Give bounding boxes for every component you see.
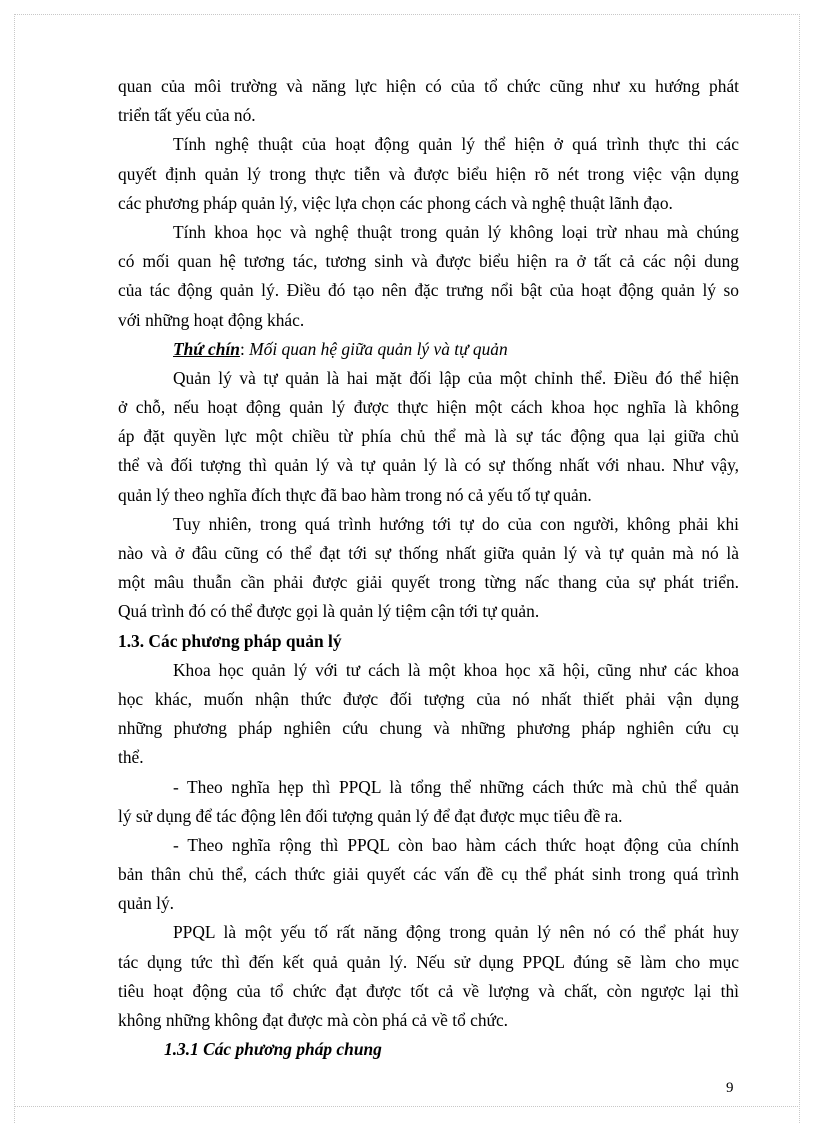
- text-line: các phương pháp quản lý, việc lựa chọn các phong cách và nghệ thuật lãnh đạo.: [118, 192, 673, 213]
- page-number: 9: [726, 1080, 734, 1096]
- text-line: thể và đối tượng thì quản lý và tự quản lý là có sự thống nhất với nhau. Như vậy,: [118, 455, 739, 476]
- text-line: - Theo nghĩa hẹp thì PPQL là tổng thể những cách thức mà chủ thể quản: [173, 776, 739, 797]
- text-line: học khác, muốn nhận thức được đối tượng của nó nhất thiết phải vận dụng: [118, 688, 739, 709]
- text-line: Quá trình đó có thể được gọi là quản lý tiệm cận tới tự quản.: [118, 601, 540, 622]
- section-heading-1-3: 1.3. Các phương pháp quản lý: [118, 630, 342, 651]
- text-line: áp đặt quyền lực một chiều từ phía chủ thể mà là sự tác động qua lại giữa chủ: [118, 426, 739, 447]
- document-body: [118, 72, 739, 1064]
- paragraph: [118, 773, 739, 831]
- paragraph: [118, 130, 739, 218]
- text-line: của tác động quản lý. Điều đó tạo nên đặc trưng nổi bật của hoạt động quản lý so: [118, 280, 739, 301]
- text-line: Tính khoa học và nghệ thuật trong quản lý không loại trừ nhau mà chúng: [173, 221, 739, 242]
- text-line: quan của môi trường và năng lực hiện có của tổ chức cũng như xu hướng phát: [118, 76, 739, 96]
- text-line: nào và ở đâu cũng có thể đạt tới sự thống nhất giữa quản lý và tự quản mà nó là: [118, 543, 739, 563]
- text-line: quản lý theo nghĩa đích thực đã bao hàm trong nó cả yếu tố tự quản.: [118, 484, 592, 505]
- ninth-point-label: Thứ chín: [173, 338, 240, 359]
- text-line: tác dụng tức thì đến kết quả quản lý. Nếu sử dụng PPQL đúng sẽ làm cho mục: [118, 951, 739, 972]
- text-line: - Theo nghĩa rộng thì PPQL còn bao hàm cách thức hoạt động của chính: [173, 834, 739, 855]
- text-line: Tính nghệ thuật của hoạt động quản lý thể hiện ở quá trình thực thi các: [173, 134, 739, 155]
- text-line: bản thân chủ thể, cách thức giải quyết các vấn đề cụ thể phát sinh trong quá trình: [118, 864, 739, 885]
- text-line: quản lý.: [118, 893, 175, 914]
- text-line: tiêu hoạt động của tổ chức đạt được tốt cả về lượng và chất, còn ngược lại thì: [118, 980, 739, 1001]
- ninth-point-colon: :: [239, 338, 245, 359]
- text-line: lý sử dụng để tác động lên đối tượng quản lý để đạt được mục tiêu đề ra.: [118, 805, 623, 826]
- paragraph: [118, 918, 739, 1035]
- text-line: những phương pháp nghiên cứu chung và những phương pháp nghiên cứu cụ: [118, 718, 739, 739]
- paragraph: [118, 72, 739, 130]
- text-line: ở chỗ, nếu hoạt động quản lý được thực hiện một cách khoa học nghĩa là không: [118, 397, 739, 418]
- paragraph: [118, 510, 739, 627]
- text-line: PPQL là một yếu tố rất năng động trong quản lý nên nó có thể phát huy: [173, 922, 739, 943]
- paragraph: [118, 831, 739, 919]
- text-line: Quản lý và tự quản là hai mặt đối lập của một chỉnh thể. Điều đó thể hiện: [173, 367, 739, 388]
- text-line: Tuy nhiên, trong quá trình hướng tới tự do của con người, không phải khi: [173, 513, 739, 534]
- text-line: một mâu thuẫn cần phải được giải quyết trong từng nấc thang của sự phát triển.: [118, 572, 739, 593]
- paragraph: [118, 656, 739, 773]
- text-line: không những không đạt được mà còn phá cả về tổ chức.: [118, 1010, 509, 1030]
- footer-rule: [14, 1106, 800, 1107]
- paragraph: [118, 364, 739, 510]
- ninth-point-heading: [118, 335, 739, 364]
- text-line: với những hoạt động khác.: [118, 309, 305, 330]
- paragraph: [118, 218, 739, 335]
- section-heading-1-3-1: 1.3.1 Các phương pháp chung: [164, 1039, 382, 1060]
- text-line: Khoa học quản lý với tư cách là một khoa học xã hội, cũng như các khoa: [173, 659, 739, 680]
- ninth-point-title: Mối quan hệ giữa quản lý và tự quản: [244, 338, 508, 359]
- text-line: quyết định quản lý trong thực tiễn và được biểu hiện rõ nét trong việc vận dụng: [118, 163, 739, 184]
- text-line: có mối quan hệ tương tác, tương sinh và được biểu hiện ra ở tất cả các nội dung: [118, 251, 739, 272]
- text-line: triển tất yếu của nó.: [118, 105, 256, 126]
- text-line: thể.: [118, 747, 144, 768]
